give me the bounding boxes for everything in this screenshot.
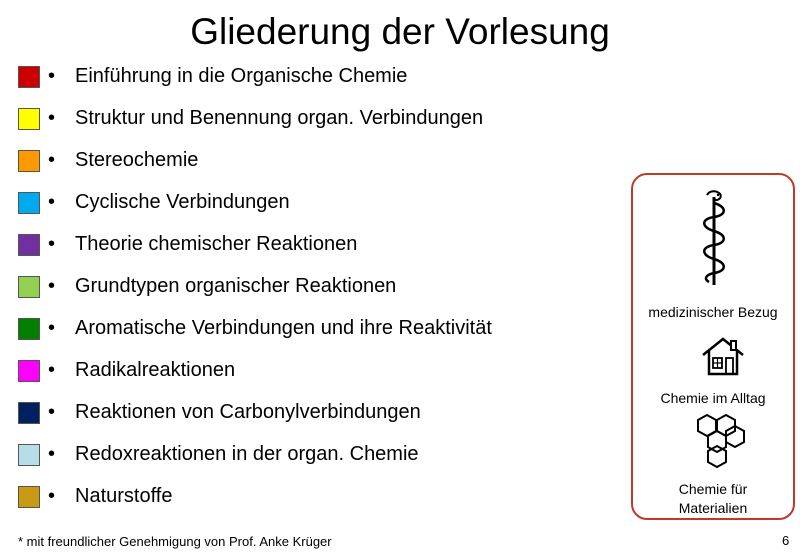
footnote: * mit freundlicher Genehmigung von Prof. Anke Krüger: [18, 534, 332, 549]
topic-item: [17, 98, 617, 140]
topic-color-swatch: [18, 486, 40, 508]
topic-item: [17, 140, 617, 182]
topic-label: Radikalreaktionen: [75, 359, 236, 381]
topic-color-swatch: [18, 444, 40, 466]
slide-title: Gliederung der Vorlesung: [190, 11, 610, 52]
topic-item: [17, 434, 617, 476]
bullet-point: •: [48, 401, 56, 423]
topic-label: Aromatische Verbindungen und ihre Reaktivität: [75, 317, 492, 339]
bullet-point: •: [48, 485, 56, 507]
legend-label-materials-line1: Chemie für: [678, 481, 748, 497]
topic-list: [17, 56, 617, 518]
bullet-point: •: [48, 233, 56, 255]
topic-item: [17, 392, 617, 434]
topic-label: Reaktionen von Carbonylverbindungen: [75, 401, 421, 423]
bullet-point: •: [48, 317, 56, 339]
legend-label-materials-line2: Materialien: [678, 500, 748, 516]
topic-color-swatch: [18, 66, 40, 88]
topic-color-swatch: [18, 108, 40, 130]
bullet-point: •: [48, 107, 56, 129]
legend-label-medical: medizinischer Bezug: [648, 304, 778, 320]
topic-label: Einführung in die Organische Chemie: [75, 65, 408, 87]
topic-label: Cyclische Verbindungen: [75, 191, 290, 213]
bullet-point: •: [48, 191, 56, 213]
rod-of-asclepius-icon: [695, 189, 735, 289]
page-number: 6: [782, 533, 790, 548]
topic-label: Redoxreaktionen in der organ. Chemie: [75, 443, 419, 465]
topic-color-swatch: [18, 402, 40, 424]
topic-label: Grundtypen organischer Reaktionen: [75, 275, 397, 297]
bullet-point: •: [48, 149, 56, 171]
topic-label: Stereochemie: [75, 149, 199, 171]
hexagon-cluster-icon: [689, 413, 749, 471]
topic-item: [17, 56, 617, 98]
topic-color-swatch: [18, 360, 40, 382]
bullet-point: •: [48, 443, 56, 465]
bullet-point: •: [48, 275, 56, 297]
topic-item: [17, 476, 617, 518]
legend-box: [631, 173, 795, 520]
topic-color-swatch: [18, 192, 40, 214]
topic-item: [17, 350, 617, 392]
topic-label: Naturstoffe: [75, 485, 173, 507]
bullet-point: •: [48, 65, 56, 87]
legend-label-everyday: Chemie im Alltag: [660, 390, 766, 406]
topic-color-swatch: [18, 276, 40, 298]
topic-item: [17, 224, 617, 266]
topic-color-swatch: [18, 318, 40, 340]
topic-color-swatch: [18, 150, 40, 172]
topic-label: Theorie chemischer Reaktionen: [75, 233, 358, 255]
topic-item: [17, 182, 617, 224]
house-icon: [699, 335, 747, 377]
topic-item: [17, 308, 617, 350]
topic-label: Struktur und Benennung organ. Verbindungen: [75, 107, 484, 129]
topic-color-swatch: [18, 234, 40, 256]
topic-item: [17, 266, 617, 308]
bullet-point: •: [48, 359, 56, 381]
